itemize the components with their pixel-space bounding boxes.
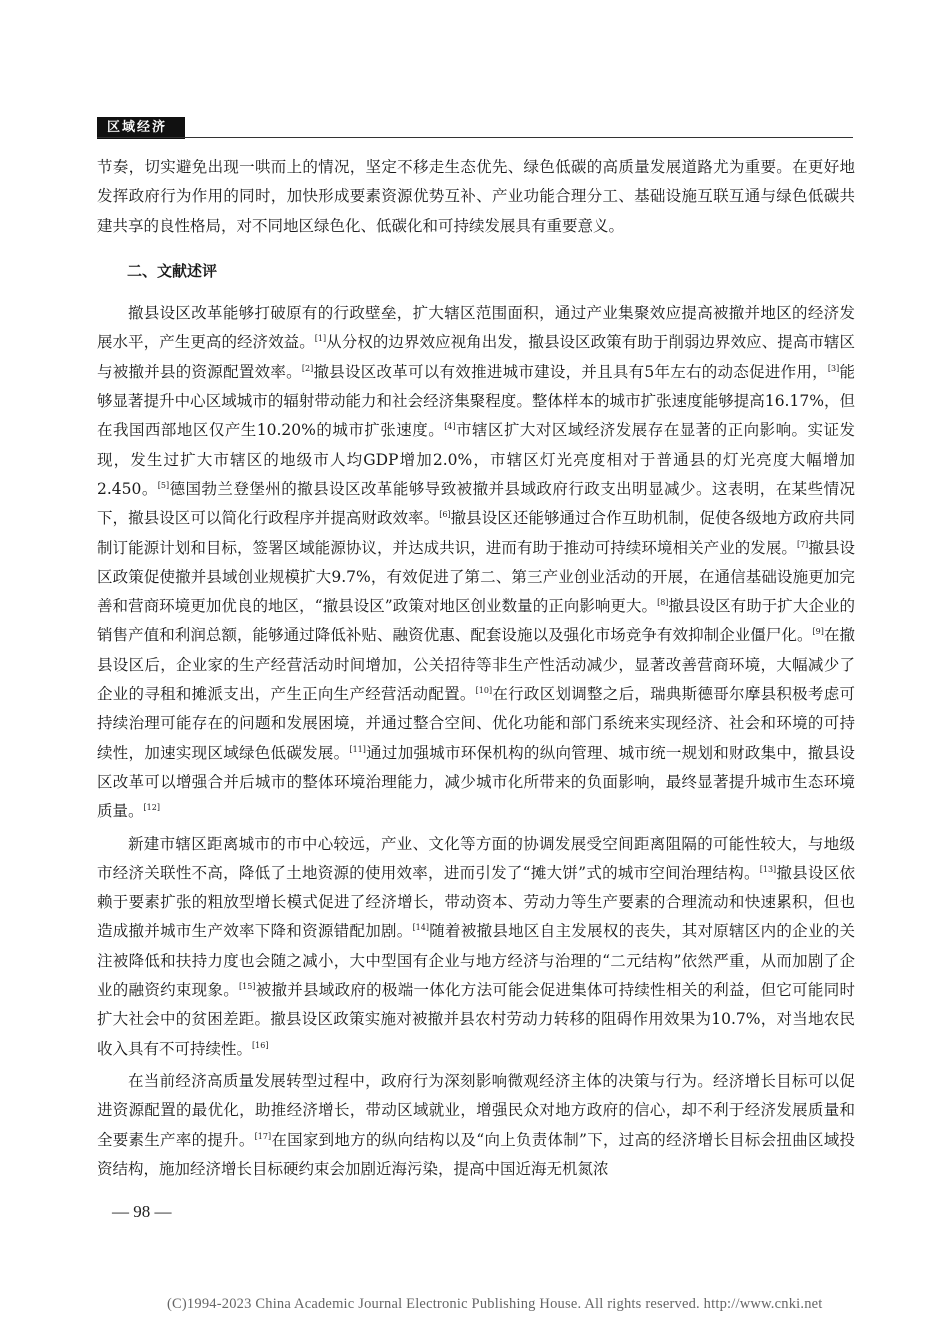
sentence-text: 从分权的边界效应视角出发，撤县设区政策有助于削弱边界效应、提高市辖区与被撤并县的资源配置效率。: [97, 333, 855, 381]
paragraph-literature-1: [97, 299, 855, 826]
citation-ref: [6]: [439, 510, 451, 520]
paragraph-literature-3: [97, 1067, 855, 1184]
citation-ref: [10]: [475, 686, 493, 696]
sentence-text: 在当前经济高质量发展转型过程中，政府行为深刻影响微观经济主体的决策与行为。经济增长目标可以促进资源配置的最优化，助推经济增长，带动区域就业，增强民众对地方政府的信心，却不利于经济发展质量和全要素生产率的提升。: [97, 1071, 855, 1149]
sentence-text: 通过加强城市环保机构的纵向管理、城市统一规划和财政集中，撤县设区改革可以增强合并后城市的整体环境治理能力，减少城市化所带来的负面影响，最终显著提升城市生态环境质量。: [97, 743, 855, 821]
citation-ref: [12]: [143, 803, 160, 813]
citation-ref: [3]: [827, 363, 840, 373]
sentence-text: 在国家到地方的纵向结构以及“向上负责体制”下，过高的经济增长目标会扭曲区域投资结构，施加经济增长目标硬约束会加剧近海污染，提高中国近海无机氮浓: [97, 1130, 855, 1178]
citation-ref: [4]: [444, 422, 456, 432]
sentence-text: 撤县设区改革可以有效推进城市建设，并且具有5年左右的动态促进作用，: [313, 362, 828, 381]
citation-ref: [8]: [657, 598, 669, 608]
page-number: — 98 —: [112, 1202, 172, 1221]
sentence-text: 德国勃兰登堡州的撤县设区改革能够导致被撤并县域政府行政支出明显减少。这表明，在某些情况下，撤县设区可以简化行政程序并提高财政效率。: [97, 479, 855, 528]
citation-ref: [17]: [254, 1131, 272, 1141]
citation-ref: [11]: [349, 744, 366, 754]
header-divider: [97, 137, 853, 138]
sentence-text: 撤县设区有助于扩大企业的销售产值和利润总额，能够通过降低补贴、融资优惠、配套设施以及强化市场竞争有效抑制企业僵尸化。: [97, 597, 855, 645]
citation-ref: [2]: [301, 363, 314, 373]
sentence-text: 能够显著提升中心区域城市的辐射带动能力和社会经济集聚程度。整体样本的城市扩张速度能够提高16.17%，但在我国西部地区仅产生10.20%的城市扩张速度。: [97, 362, 855, 440]
citation-ref: [1]: [314, 334, 327, 344]
paragraph-continuation: 节奏，切实避免出现一哄而上的情况，坚定不移走生态优先、绿色低碳的高质量发展道路尤为重要。在更好地发挥政府行为作用的同时，加快形成要素资源优势互补、产业功能合理分工、基础设施互联互通与绿色低碳共建共享的良性格局，对不同地区绿色化、低碳化和可持续发展具有重要意义。: [97, 158, 855, 235]
sentence-text: 撤县设区政策促使撤并县域创业规模扩大9.7%，有效促进了第二、第三产业创业活动的开展，在通信基础设施更加完善和营商环境更加优良的地区，“撤县设区”政策对地区创业数量的正向影响更大。: [97, 538, 855, 616]
citation-ref: [16]: [252, 1040, 269, 1050]
citation-ref: [15]: [239, 982, 256, 992]
citation-ref: [14]: [412, 923, 429, 933]
sentence-text: 在撤县设区后，企业家的生产经营活动时间增加，公关招待等非生产性活动减少，显著改善营商环境，大幅减少了企业的寻租和摊派支出，产生正向生产经营活动配置。: [97, 626, 855, 704]
sentence-text: 撤县设区改革能够打破原有的行政壁垒，扩大辖区范围面积，通过产业集聚效应提高被撤并地区的经济发展水平，产生更高的经济效益。: [97, 304, 855, 352]
sentence-text: 撤县设区还能够通过合作互助机制，促使各级地方政府共同制订能源计划和目标，签署区域能源协议，并达成共识，进而有助于推动可持续环境相关产业的发展。: [97, 509, 855, 557]
paragraph-literature-2: [97, 830, 855, 1064]
section-heading: 二、文献述评: [127, 261, 218, 280]
citation-ref: [7]: [796, 539, 809, 549]
sentence-text: 被撤并县域政府的极端一体化方法可能会促进集体可持续性相关的利益，但它可能同时扩大社会中的贫困差距。撤县设区政策实施对被撤并县农村劳动力转移的阻碍作用效果为10.7%，对当地农民收入具有不可持续性。: [97, 981, 855, 1058]
citation-ref: [13]: [759, 864, 777, 874]
copyright-notice: (C)1994-2023 China Academic Journal Electronic Publishing House. All rights reserved. http://www.cnki.net: [167, 1296, 823, 1312]
section-tag: 区域经济: [97, 117, 185, 139]
sentence-text: 随着被撤县地区自主发展权的丧失，其对原辖区内的企业的关注被降低和扶持力度也会随之减小，大中型国有企业与地方经济与治理的“二元结构”依然严重，从而加剧了企业的融资约束现象。: [97, 922, 855, 1000]
citation-ref: [5]: [157, 480, 170, 490]
citation-ref: [9]: [812, 627, 824, 637]
sentence-text: 市辖区扩大对区域经济发展存在显著的正向影响。实证发现，发生过扩大市辖区的地级市人均GDP增加2.0%，市辖区灯光亮度相对于普通县的灯光亮度大幅增加2.450。: [97, 421, 855, 498]
sentence-text: 撤县设区依赖于要素扩张的粗放型增长模式促进了经济增长，带动资本、劳动力等生产要素的合理流动和快速累积，但也造成撤并城市生产效率下降和资源错配加剧。: [97, 863, 855, 941]
sentence-text: 在行政区划调整之后，瑞典斯德哥尔摩县积极考虑可持续治理可能存在的问题和发展困境，并通过整合空间、优化功能和部门系统来实现经济、社会和环境的可持续性，加速实现区域绿色低碳发展。: [97, 685, 855, 762]
article-body: [97, 153, 855, 1184]
sentence-text: 新建市辖区距离城市的市中心较远，产业、文化等方面的协调发展受空间距离阻隔的可能性较大，与地级市经济关联性不高，降低了土地资源的使用效率，进而引发了“摊大饼”式的城市空间治理结构。: [97, 834, 855, 882]
